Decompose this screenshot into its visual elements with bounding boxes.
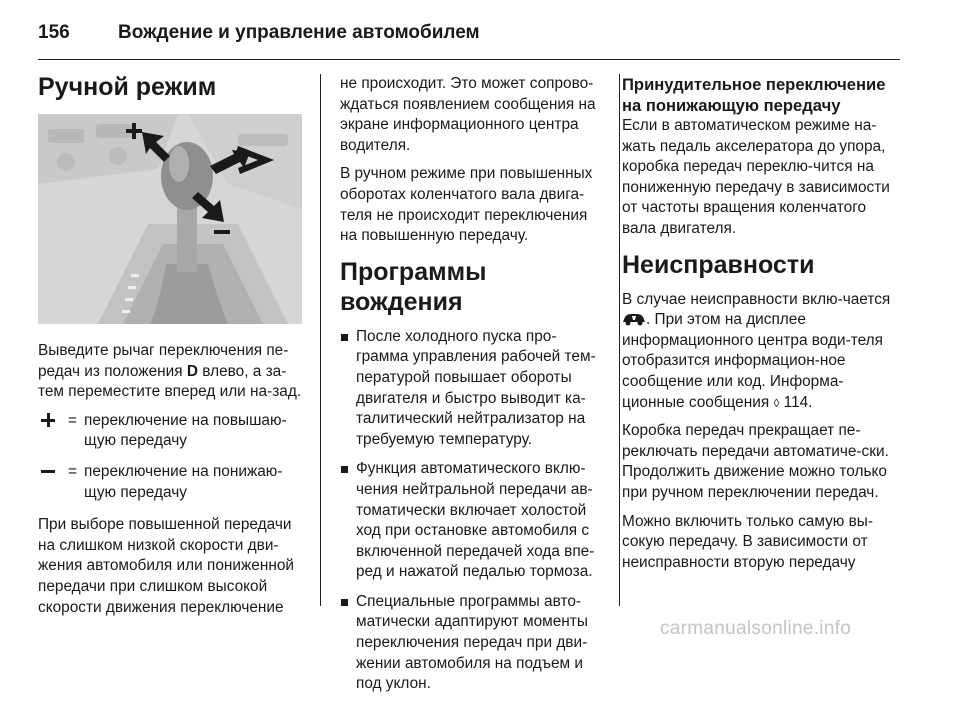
- shift-definitions: [38, 411, 306, 503]
- paragraph-no-auto-shift: Коробка передач прекращает пе-реключать передачи автоматиче-ски. Продолжить движение можно только при ручном переключении передач.: [622, 422, 889, 501]
- section-heading-faults: Неисправности: [622, 250, 815, 279]
- page-title: Вождение и управление автомобилем: [118, 22, 480, 43]
- car-wrench-warning-icon: [622, 312, 646, 326]
- paragraph-high-rpm: В ручном режиме при повышенных оборотах коленчатого вала двига-теля не происходит переключения на повышенную передачу.: [340, 165, 593, 245]
- paragraph-kickdown: Если в автоматическом режиме на-жать педаль акселератора до упора, коробка передач переклю-чится на пониженную передачу в зависимости от частоты вращения коленчатого вала двигателя.: [622, 117, 890, 237]
- section-heading-driving-programs: Программы вождения: [340, 257, 487, 316]
- definition-downshift: = переключение на понижаю-щую передачу: [38, 462, 306, 503]
- definition-upshift: = переключение на повышаю-щую передачу: [38, 411, 306, 452]
- paragraph-move-lever: Выведите рычаг переключения пе-редач из положения D влево, а за-тем переместите вперед или на-зад.: [38, 342, 302, 401]
- paragraph-highest-gear: Можно включить только самую вы-сокую передачу. В зависимости от неисправности вторую передачу: [622, 512, 873, 571]
- section-heading-manual-mode: Ручной режим: [38, 73, 217, 101]
- watermark: carmanualsonline.info: [660, 618, 852, 639]
- minus-icon: [38, 462, 68, 482]
- list-item: Специальные программы авто-матически адаптируют моменты переключения передач при дви-жении автомобиля на подъем и под уклон.: [340, 592, 608, 695]
- header-rule: [38, 59, 900, 60]
- page-header: [38, 14, 918, 58]
- paragraph-wrong-gear: При выборе повышенной передачи на слишком низкой скорости дви-жения автомобиля или пониженной передачи при слишком высокой скорости движения переключение: [38, 516, 294, 616]
- gear-shift-lever-illustration: [38, 114, 302, 324]
- column-3: [622, 74, 904, 581]
- page-reference-icon: ◊: [773, 395, 780, 410]
- list-item: После холодного пуска про-грамма управления рабочей тем-пературой повышает обороты двигателя и быстро выводит ка-талитический нейтрализатор на требуемую температуру.: [340, 327, 608, 451]
- driving-programs-list: [340, 327, 608, 695]
- paragraph-no-shift: не происходит. Это может сопрово-ждаться появлением сообщения на экране информационного центра водителя.: [340, 75, 596, 154]
- paragraph-fault-indicator: В случае неисправности вклю-чается . При этом на дисплее информационного центра води-теля отобразится информацион-ное сообщение или код. Информа-ционные сообщения ◊ 114.: [622, 290, 891, 411]
- column-divider-1: [320, 74, 321, 606]
- column-1: [38, 72, 306, 626]
- position-d-label: D: [186, 362, 198, 380]
- column-divider-2: [619, 74, 620, 606]
- subheading-kickdown: Принудительное переключение на понижающую передачу: [622, 75, 886, 115]
- page-number: 156: [38, 22, 70, 43]
- page-reference: 114.: [779, 393, 813, 411]
- list-item: Функция автоматического вклю-чения нейтральной передачи ав-томатически включает холостой ход при остановке автомобиля с включенной передачей хода впе-ред и нажатой педалью тормоза.: [340, 459, 608, 583]
- column-2: [340, 74, 608, 704]
- plus-icon: [38, 411, 68, 431]
